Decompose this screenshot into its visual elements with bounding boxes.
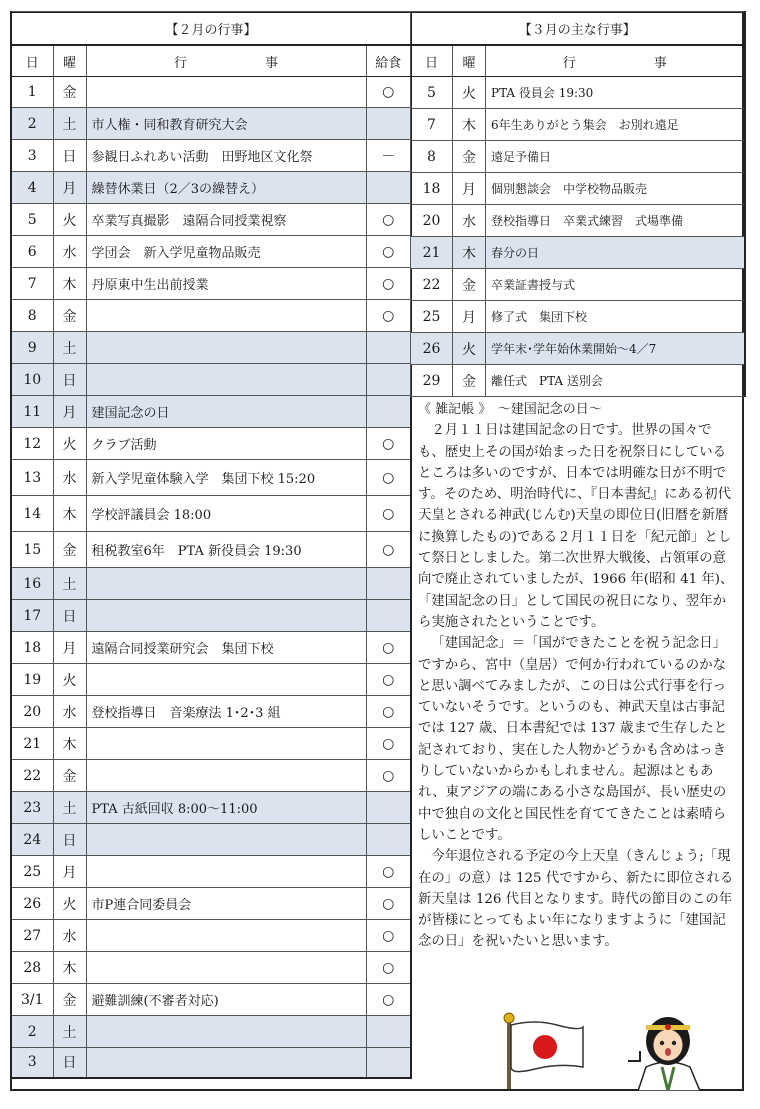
table-row bbox=[11, 460, 411, 496]
lunch-cell bbox=[366, 792, 411, 824]
table-row bbox=[11, 532, 411, 568]
event-cell bbox=[86, 77, 366, 108]
event-cell: 卒業証書授与式 bbox=[486, 269, 745, 301]
event-cell bbox=[86, 664, 366, 696]
weekday-cell: 火 bbox=[53, 664, 86, 696]
weekday-cell: 土 bbox=[53, 332, 86, 364]
day-cell: 2 bbox=[11, 1016, 53, 1048]
table-row bbox=[11, 496, 411, 532]
day-cell: 27 bbox=[11, 920, 53, 952]
weekday-cell: 火 bbox=[53, 888, 86, 920]
weekday-cell: 水 bbox=[53, 236, 86, 268]
weekday-cell: 木 bbox=[453, 237, 486, 269]
table-row bbox=[411, 269, 745, 301]
day-cell: 11 bbox=[11, 396, 53, 428]
table-row bbox=[11, 1048, 411, 1078]
lunch-cell: ○ bbox=[366, 77, 411, 108]
event-cell bbox=[86, 332, 366, 364]
weekday-cell: 金 bbox=[53, 300, 86, 332]
february-title: 【２月の行事】 bbox=[11, 12, 411, 46]
emperor-character-illustration bbox=[624, 1011, 712, 1091]
lunch-cell bbox=[366, 1016, 411, 1048]
weekday-cell: 日 bbox=[53, 140, 86, 172]
weekday-cell: 火 bbox=[53, 428, 86, 460]
col-event: 行 事 bbox=[86, 45, 366, 77]
event-cell bbox=[86, 1016, 366, 1048]
event-cell: 6年生ありがとう集会 お別れ遠足 bbox=[486, 109, 745, 141]
lunch-cell: ○ bbox=[366, 532, 411, 568]
table-row bbox=[411, 333, 745, 365]
weekday-cell: 金 bbox=[453, 269, 486, 301]
day-cell: 6 bbox=[11, 236, 53, 268]
table-row bbox=[11, 396, 411, 428]
day-cell: 4 bbox=[11, 172, 53, 204]
lunch-cell bbox=[366, 364, 411, 396]
weekday-cell: 火 bbox=[453, 333, 486, 365]
weekday-cell: 月 bbox=[453, 301, 486, 333]
lunch-cell: ○ bbox=[366, 920, 411, 952]
day-cell: 3 bbox=[11, 140, 53, 172]
event-cell bbox=[86, 300, 366, 332]
event-cell bbox=[86, 1048, 366, 1078]
table-row bbox=[11, 888, 411, 920]
weekday-cell: 金 bbox=[53, 532, 86, 568]
column-paragraph: 「建国記念」＝「国ができたことを祝う記念日」ですから、宮中（皇居）で何か行われているのかなと思い調べてみましたが、この日は公式行事を行っていないそうです。というのも、神武天皇は古事記では 127 歳、日本書紀では 137 歳まで生存したと記されており、実在した人物かどうかも含めはっきりしていないからかもしれません。起源はともあれ、東アジアの端にある小さな島国が、長い歴史の中で独自の文化と国民性を育ててきたことは素晴らしいことです。 bbox=[418, 636, 728, 843]
weekday-cell: 水 bbox=[53, 920, 86, 952]
table-row bbox=[411, 109, 745, 141]
lunch-cell: ○ bbox=[366, 952, 411, 984]
col-weekday: 曜 bbox=[53, 45, 86, 77]
march-events-table bbox=[410, 11, 746, 397]
weekday-cell: 土 bbox=[53, 792, 86, 824]
table-row bbox=[11, 792, 411, 824]
lunch-cell: ○ bbox=[366, 888, 411, 920]
table-row bbox=[411, 301, 745, 333]
day-cell: 14 bbox=[11, 496, 53, 532]
event-cell: PTA 古紙回収 8:00～11:00 bbox=[86, 792, 366, 824]
japan-flag-illustration bbox=[495, 1011, 585, 1091]
day-cell: 10 bbox=[11, 364, 53, 396]
day-cell: 1 bbox=[11, 77, 53, 108]
weekday-cell: 火 bbox=[53, 204, 86, 236]
table-row bbox=[11, 920, 411, 952]
weekday-cell: 日 bbox=[53, 824, 86, 856]
table-row bbox=[11, 77, 411, 108]
col-day: 日 bbox=[11, 45, 53, 77]
day-cell: 28 bbox=[11, 952, 53, 984]
weekday-cell: 土 bbox=[53, 1016, 86, 1048]
weekday-cell: 日 bbox=[53, 364, 86, 396]
table-row bbox=[11, 824, 411, 856]
weekday-cell: 月 bbox=[453, 173, 486, 205]
event-cell: 個別懇談会 中学校物品販売 bbox=[486, 173, 745, 205]
table-row bbox=[11, 760, 411, 792]
day-cell: 26 bbox=[411, 333, 453, 365]
table-row bbox=[11, 428, 411, 460]
col-day: 日 bbox=[411, 45, 453, 77]
day-cell: 16 bbox=[11, 568, 53, 600]
table-row bbox=[11, 140, 411, 172]
weekday-cell: 月 bbox=[53, 172, 86, 204]
day-cell: 17 bbox=[11, 600, 53, 632]
lunch-cell: ○ bbox=[366, 460, 411, 496]
event-cell: 卒業写真撮影 遠隔合同授業視察 bbox=[86, 204, 366, 236]
weekday-cell: 水 bbox=[453, 205, 486, 237]
event-cell: PTA 役員会 19:30 bbox=[486, 77, 745, 109]
weekday-cell: 月 bbox=[53, 856, 86, 888]
lunch-cell bbox=[366, 396, 411, 428]
lunch-cell bbox=[366, 1048, 411, 1078]
day-cell: 7 bbox=[411, 109, 453, 141]
event-cell: クラブ活動 bbox=[86, 428, 366, 460]
weekday-cell: 火 bbox=[453, 77, 486, 109]
day-cell: 24 bbox=[11, 824, 53, 856]
weekday-cell: 金 bbox=[53, 760, 86, 792]
event-cell bbox=[86, 728, 366, 760]
table-row bbox=[11, 600, 411, 632]
column-paragraph: 今年退位される予定の今上天皇（きんじょう;「現在の」の意）は 125 代ですから、新たに即位される新天皇は 126 代目となります。時代の節目のこの年が皆様にとってもよい年になりますように「建国記念の日」を祝いたいと思います。 bbox=[418, 849, 734, 950]
event-cell: 修了式 集団下校 bbox=[486, 301, 745, 333]
table-row bbox=[411, 141, 745, 173]
event-cell: 学団会 新入学児童物品販売 bbox=[86, 236, 366, 268]
day-cell: 3 bbox=[11, 1048, 53, 1078]
day-cell: 18 bbox=[411, 173, 453, 205]
event-cell bbox=[86, 824, 366, 856]
event-cell bbox=[86, 856, 366, 888]
table-row bbox=[11, 236, 411, 268]
day-cell: 25 bbox=[411, 301, 453, 333]
col-weekday: 曜 bbox=[453, 45, 486, 77]
table-row bbox=[11, 664, 411, 696]
table-row bbox=[11, 172, 411, 204]
lunch-cell bbox=[366, 568, 411, 600]
day-cell: 20 bbox=[11, 696, 53, 728]
event-cell bbox=[86, 952, 366, 984]
lunch-cell: ○ bbox=[366, 496, 411, 532]
day-cell: 7 bbox=[11, 268, 53, 300]
day-cell: 8 bbox=[411, 141, 453, 173]
weekday-cell: 木 bbox=[53, 496, 86, 532]
table-row bbox=[11, 332, 411, 364]
event-cell bbox=[86, 568, 366, 600]
event-cell bbox=[86, 600, 366, 632]
col-event: 行 事 bbox=[486, 45, 745, 77]
lunch-cell: ○ bbox=[366, 268, 411, 300]
day-cell: 22 bbox=[411, 269, 453, 301]
weekday-cell: 土 bbox=[53, 568, 86, 600]
table-row bbox=[11, 1016, 411, 1048]
weekday-cell: 金 bbox=[53, 77, 86, 108]
table-row bbox=[11, 568, 411, 600]
february-events-table bbox=[10, 11, 412, 1079]
weekday-cell: 金 bbox=[453, 365, 486, 397]
event-cell: 市人権・同和教育研究大会 bbox=[86, 108, 366, 140]
day-cell: 25 bbox=[11, 856, 53, 888]
weekday-cell: 木 bbox=[53, 268, 86, 300]
event-cell: 遠足予備日 bbox=[486, 141, 745, 173]
lunch-cell: ○ bbox=[366, 856, 411, 888]
weekday-cell: 木 bbox=[453, 109, 486, 141]
event-cell: 遠隔合同授業研究会 集団下校 bbox=[86, 632, 366, 664]
day-cell: 23 bbox=[11, 792, 53, 824]
day-cell: 13 bbox=[11, 460, 53, 496]
event-cell: 春分の日 bbox=[486, 237, 745, 269]
event-cell bbox=[86, 364, 366, 396]
lunch-cell: ○ bbox=[366, 632, 411, 664]
table-row bbox=[411, 237, 745, 269]
table-row bbox=[11, 952, 411, 984]
event-cell bbox=[86, 920, 366, 952]
event-cell: 市P連合同委員会 bbox=[86, 888, 366, 920]
weekday-cell: 水 bbox=[53, 696, 86, 728]
table-row bbox=[11, 204, 411, 236]
lunch-cell: ○ bbox=[366, 204, 411, 236]
weekday-cell: 水 bbox=[53, 460, 86, 496]
weekday-cell: 金 bbox=[453, 141, 486, 173]
event-cell: 学校評議員会 18:00 bbox=[86, 496, 366, 532]
lunch-cell: ○ bbox=[366, 696, 411, 728]
day-cell: 22 bbox=[11, 760, 53, 792]
lunch-cell: ○ bbox=[366, 236, 411, 268]
event-cell: 建国記念の日 bbox=[86, 396, 366, 428]
event-cell: 租税教室6年 PTA 新役員会 19:30 bbox=[86, 532, 366, 568]
event-cell: 参観日ふれあい活動 田野地区文化祭 bbox=[86, 140, 366, 172]
event-cell: 丹原東中生出前授業 bbox=[86, 268, 366, 300]
table-row bbox=[11, 632, 411, 664]
day-cell: 18 bbox=[11, 632, 53, 664]
lunch-cell bbox=[366, 108, 411, 140]
table-row bbox=[11, 300, 411, 332]
event-cell: 学年末･学年始休業開始～4／7 bbox=[486, 333, 745, 365]
day-cell: 3/1 bbox=[11, 984, 53, 1016]
day-cell: 5 bbox=[11, 204, 53, 236]
day-cell: 12 bbox=[11, 428, 53, 460]
table-row bbox=[11, 696, 411, 728]
day-cell: 2 bbox=[11, 108, 53, 140]
weekday-cell: 土 bbox=[53, 108, 86, 140]
event-cell: 離任式 PTA 送別会 bbox=[486, 365, 745, 397]
lunch-cell: ○ bbox=[366, 760, 411, 792]
table-row bbox=[11, 984, 411, 1016]
lunch-cell: － bbox=[366, 140, 411, 172]
notes-column bbox=[418, 399, 736, 953]
weekday-cell: 月 bbox=[53, 632, 86, 664]
day-cell: 26 bbox=[11, 888, 53, 920]
lunch-cell bbox=[366, 172, 411, 204]
table-row bbox=[11, 108, 411, 140]
table-row bbox=[11, 856, 411, 888]
day-cell: 21 bbox=[411, 237, 453, 269]
event-cell: 登校指導日 卒業式練習 式場準備 bbox=[486, 205, 745, 237]
weekday-cell: 木 bbox=[53, 728, 86, 760]
column-paragraph: ２月１１日は建国記念の日です。世界の国々でも、歴史上その国が始まった日を祝祭日にしているところは多いのですが、日本では明確な日が不明です。そのため、明治時代に、『日本書紀』にある初代天皇とされる神武(じんむ)天皇の即位日(旧暦を新暦に換算したもの)である２月１１日を「紀元節」として祭日としました。第二次世界大戦後、占領軍の意向で廃止されていましたが、1966 年(昭和 41 年)、「建国記念の日」として国民の祝日になり、翌年から実施されたということです。 bbox=[418, 423, 734, 630]
table-row bbox=[11, 728, 411, 760]
lunch-cell: ○ bbox=[366, 984, 411, 1016]
lunch-cell: ○ bbox=[366, 728, 411, 760]
day-cell: 21 bbox=[11, 728, 53, 760]
lunch-cell bbox=[366, 332, 411, 364]
lunch-cell: ○ bbox=[366, 300, 411, 332]
event-cell: 避難訓練(不審者対応) bbox=[86, 984, 366, 1016]
weekday-cell: 月 bbox=[53, 396, 86, 428]
weekday-cell: 木 bbox=[53, 952, 86, 984]
day-cell: 19 bbox=[11, 664, 53, 696]
table-row bbox=[411, 205, 745, 237]
table-row bbox=[411, 173, 745, 205]
day-cell: 15 bbox=[11, 532, 53, 568]
day-cell: 8 bbox=[11, 300, 53, 332]
weekday-cell: 日 bbox=[53, 1048, 86, 1078]
day-cell: 9 bbox=[11, 332, 53, 364]
table-row bbox=[411, 77, 745, 109]
table-row bbox=[11, 364, 411, 396]
lunch-cell: ○ bbox=[366, 428, 411, 460]
lunch-cell bbox=[366, 600, 411, 632]
event-cell: 新入学児童体験入学 集団下校 15:20 bbox=[86, 460, 366, 496]
event-cell: 登校指導日 音楽療法 1･2･3 組 bbox=[86, 696, 366, 728]
column-title: 《 雑記帳 》 ～建国記念の日～ bbox=[418, 402, 602, 417]
day-cell: 5 bbox=[411, 77, 453, 109]
lunch-cell: ○ bbox=[366, 664, 411, 696]
table-row bbox=[411, 365, 745, 397]
weekday-cell: 金 bbox=[53, 984, 86, 1016]
march-title: 【３月の主な行事】 bbox=[411, 12, 745, 46]
event-cell bbox=[86, 760, 366, 792]
col-lunch: 給食 bbox=[366, 45, 411, 77]
day-cell: 29 bbox=[411, 365, 453, 397]
lunch-cell bbox=[366, 824, 411, 856]
event-cell: 繰替休業日（2／3の繰替え） bbox=[86, 172, 366, 204]
table-row bbox=[11, 268, 411, 300]
weekday-cell: 日 bbox=[53, 600, 86, 632]
day-cell: 20 bbox=[411, 205, 453, 237]
